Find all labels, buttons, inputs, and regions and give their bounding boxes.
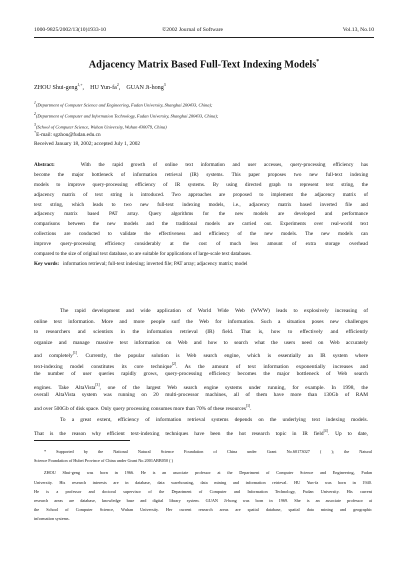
header-issn: 1000-9825/2002/13(10)1933-10 [34,27,107,33]
keywords-label: Key words: [34,260,60,267]
abstract-line: become the major bottleneck of information retrieval (IR) systems. This paper proposes two new full-text indexing [34,171,368,178]
abstract-line: Abstract: With the rapid growth of online text information and user accesses, query-processing efficiency has [34,162,368,168]
author-bio-line: research areas are database, knowledge base and digital library system. GUAN Ji-hong was born in 1969. She is an associate professor at [34,497,372,503]
title-footnote-mark: * [316,59,320,65]
citation-ref: [3] [95,382,100,387]
footnotes [34,447,372,524]
received-dates: Received January 18, 2002; accepted July 1, 2002 [34,141,141,148]
abstract-line: adjacency matrix based PAT array. Query algorithms for the new models are developed and performance [34,211,368,218]
running-header [34,26,374,35]
body-line: to researchers and scientists in the information retrieval (IR) field. That is, how to effectively and efficiently [34,329,368,336]
keywords-text: information retrieval; full-text indexing; inverted file; PAT array; adjacency matrix; model [62,260,248,267]
author-bio-line: the School of Computer Science, Wuhan University. Her current research areas are spatial database, spatial data mining and geographic [34,507,372,513]
body-line: The rapid development and wide application of World Wide Web (WWW) leads to explosively increasing of [60,308,368,314]
correspondence-and-dates [34,128,370,149]
author-affiliation-mark: 2 [116,83,119,87]
funding-footnote-line: * Supported by the National Natural Science Foundation of China under Grant No.60173027 ( ); the Natural [44,449,372,454]
affiliation-line [34,110,370,121]
citation-ref: [1] [245,403,251,408]
abstract-line: improve query-processing efficiency considerably at the cost of much less amount of extra storage overhead [34,241,368,248]
email-line [34,128,370,140]
affiliation-line [34,99,370,110]
body-line: That is the reason why efficient text-indexing techniques have been the hot research topic in IR field[4]. Up to date, [34,429,368,437]
abstract-line: text string, which leads to two new full-text indexing models, i.e., adjacency matrix based inverted file and [34,201,368,208]
email-mark: + [34,130,37,134]
abstract-label: Abstract: [34,162,55,168]
body-line: and over 500Gb of disk space. Only query processing consumes more than 70% of these resources[1]. [34,403,252,412]
body-line: engines. Take AltaVista[3], one of the largest Web search engine systems under running, for example. In 1998, the [34,382,368,391]
header-journal: ©2002 Journal of Software [162,27,223,33]
header-rule [34,37,374,38]
affiliation-text: (School of Computer Science, Wuhan University, Wuhan 430079, China) [35,124,167,130]
body-line: online text information. More and more people surf the Web for information. Such a situation poses new challenges [34,318,368,325]
author-name: ZHOU Shui-geng [34,85,78,92]
abstract-line: collections are conducted to validate the effectiveness and efficiency of the new models. The new models can [34,231,368,238]
author-affiliation-mark: 3 [163,83,166,87]
footnote-rule [34,440,130,441]
funding-footnote-line: Science Foundation of Hubei Province of China under Grant No.2001ABB050 ( ) [34,458,174,464]
author-list: ZHOU Shui-geng$^{1,+}$, HU Yun-$fa^2$, GUAN Ji-hong$^3$ [34,83,166,92]
author-name: GUAN Ji-hong [126,85,164,92]
author-bio-line: University. His research interests are in database, data warehousing, data mining and information retrieval. HU Yun-fa was born in 1940. [34,479,372,485]
header-volume: Vol.13, No.10 [342,27,374,33]
abstract-line: compared to the size of original text database, so are suitable for applications of large-scale text databases. [34,251,252,258]
affiliation-number: 2 [34,111,36,116]
citation-ref: [2] [171,361,177,366]
affiliation-number: 1 [34,101,36,105]
body-line: To a great extent, efficiency of information retrieval systems depends on the underlying text indexing models. [60,417,368,424]
citation-ref: [4] [323,429,328,434]
body-text [34,306,368,437]
citation-ref: [1] [72,351,77,356]
abstract-line: comparisons between the new models and the traditional models are carried out. Experiments over real-world text [34,221,368,228]
author-bio-line: information systems. [34,516,70,522]
body-line: the number of user queries rapidly grows, query-processing efficiency becomes the major bottleneck of Web search [34,371,368,378]
email-link[interactable]: E-mail: sgzhou@fudan.edu.cn [36,131,101,138]
body-line: and completely[1]. Currently, the popular solution is Web search engine, which is essentially an IR system where [34,351,368,359]
keywords-line [34,260,368,270]
body-line: organize and manage massive text information on Web and how to search what the users need on Web accurately [34,339,368,346]
author-bio-line: ZHOU Shui-geng was born in 1966. He is an associate professor at the Department of Computer Science and Engineering, Fudan [44,470,372,476]
affiliation-text: (Department of Computer and Information Technology, Fudan University, Shanghai 200433, China); [35,113,219,119]
author-bio-line: He is a professor and doctoral supervisor of the Department of Computer and Information Technology, Fudan University. His current [34,488,372,494]
affiliations [34,99,370,131]
abstract [34,161,368,270]
author-name: HU Yun-fa [90,85,117,92]
abstract-line: adjacency matrix of text string is introduced. Two approaches are proposed to implement the adjacency matrix of [34,191,368,198]
affiliation-text: (Department of Computer Science and Engineering, Fudan University, Shanghai 200433, China); [35,102,213,108]
body-line: overall AltaVista system was running on 20 multi-processor machines, all of them have more than 130Gb of RAM [34,392,368,399]
author-affiliation-mark: 1,+ [77,83,83,87]
abstract-line: models to improve query-processing efficiency of IR systems. By using directed graph to represent text string, the [34,181,368,188]
paper-title [34,56,374,71]
body-line: text-indexing model constitutes its core technique[2]. As the amount of text information exponentially increases and [34,361,368,370]
affiliation-number: 3 [34,122,36,127]
paper-title-text: Adjacency Matrix Based Full-Text Indexing Models [88,59,317,71]
